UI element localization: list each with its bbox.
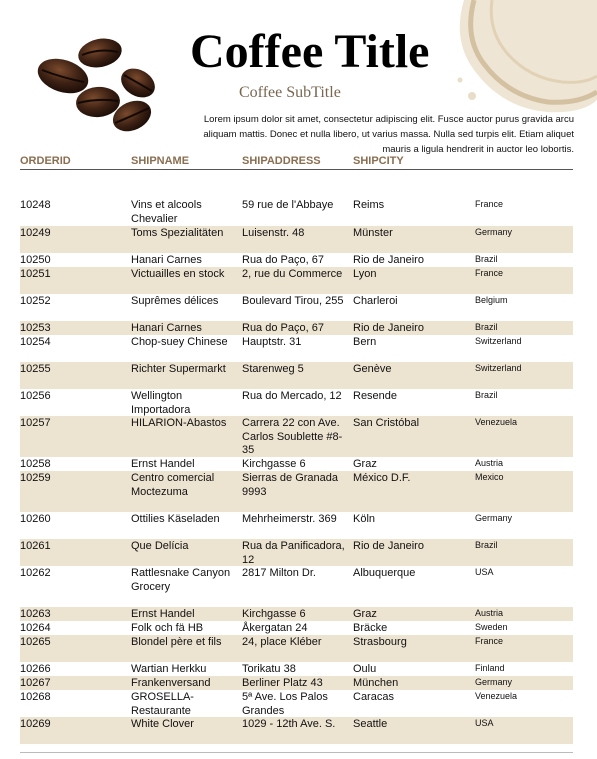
ship-address-cell: Sierras de Granada 9993 — [242, 472, 338, 498]
ship-city-cell: Oulu — [353, 663, 377, 675]
ship-city-cell: Bräcke — [353, 622, 388, 634]
order-id-cell: 10264 — [20, 622, 51, 634]
table-row — [20, 539, 573, 566]
order-id-cell: 10266 — [20, 663, 51, 675]
ship-address-cell: Torikatu 38 — [242, 663, 296, 675]
order-id-cell: 10269 — [20, 718, 51, 730]
table-row — [20, 362, 573, 389]
ship-address-cell: Hauptstr. 31 — [242, 336, 302, 348]
column-header-shipname: SHIPNAME — [131, 155, 190, 167]
ship-name-cell: Ernst Handel — [131, 608, 195, 620]
ship-name-cell: Centro comercial Moctezuma — [131, 472, 215, 498]
ship-country-cell: Brazil — [475, 540, 498, 550]
order-id-cell: 10255 — [20, 363, 51, 375]
table-row — [20, 416, 573, 457]
order-id-cell: 10249 — [20, 227, 51, 239]
table-row — [20, 717, 573, 744]
table-row — [20, 662, 573, 676]
ship-country-cell: Germany — [475, 513, 513, 523]
ship-name-cell: HILARION-Abastos — [131, 417, 227, 429]
table-row — [20, 294, 573, 321]
table-row — [20, 621, 573, 635]
table-row — [20, 607, 573, 621]
column-header-shipaddress: SHIPADDRESS — [242, 155, 321, 167]
ship-country-cell: Germany — [475, 227, 513, 237]
order-id-cell: 10250 — [20, 254, 51, 266]
description-text: Lorem ipsum dolor sit amet, consectetur adipiscing elit. Fusce auctor purus gravida arcu aliquam mattis. Donec et nulla libero, ut varius massa. Nulla sed turpis elit. Etiam aliquet mauris a ligula hendrerit in auctor leo lobortis. — [203, 114, 574, 155]
ship-address-cell: Luisenstr. 48 — [242, 227, 305, 239]
table-row — [20, 566, 573, 607]
order-id-cell: 10268 — [20, 691, 51, 703]
order-id-cell: 10252 — [20, 295, 51, 307]
ship-city-cell: Albuquerque — [353, 567, 416, 579]
ship-name-cell: Frankenversand — [131, 677, 211, 689]
ship-country-cell: France — [475, 199, 504, 209]
order-id-cell: 10262 — [20, 567, 51, 579]
table-row — [20, 457, 573, 471]
table-row — [20, 690, 573, 717]
ship-city-cell: Seattle — [353, 718, 388, 730]
ship-country-cell: Brazil — [475, 254, 498, 264]
ship-country-cell: Finland — [475, 663, 505, 673]
ship-country-cell: Austria — [475, 608, 504, 618]
order-id-cell: 10265 — [20, 636, 51, 648]
table-row — [20, 471, 573, 512]
ship-address-cell: Rua da Panificadora, 12 — [242, 540, 345, 566]
ship-country-cell: Belgium — [475, 295, 508, 305]
ship-country-cell: France — [475, 268, 504, 278]
orders-table — [20, 198, 573, 744]
ship-country-cell: Switzerland — [475, 336, 522, 346]
ship-city-cell: Bern — [353, 336, 377, 348]
ship-name-cell: Toms Spezialitäten — [131, 227, 224, 239]
column-header-shipcity: SHIPCITY — [353, 155, 404, 167]
ship-city-cell: Strasbourg — [353, 636, 407, 648]
ship-city-cell: Münster — [353, 227, 393, 239]
ship-address-cell: 1029 - 12th Ave. S. — [242, 718, 336, 730]
page-subtitle: Coffee SubTitle — [239, 84, 341, 101]
ship-name-cell: Wellington Importadora — [131, 390, 191, 416]
order-id-cell: 10257 — [20, 417, 51, 429]
ship-name-cell: Ottilies Käseladen — [131, 513, 220, 525]
ship-address-cell: Berliner Platz 43 — [242, 677, 323, 689]
order-id-cell: 10263 — [20, 608, 51, 620]
ship-address-cell: Åkergatan 24 — [242, 622, 308, 634]
ship-address-cell: Boulevard Tirou, 255 — [242, 295, 344, 307]
ship-city-cell: Resende — [353, 390, 398, 402]
ship-city-cell: México D.F. — [353, 472, 411, 484]
order-id-cell: 10253 — [20, 322, 51, 334]
ship-city-cell: München — [353, 677, 399, 689]
ship-country-cell: USA — [475, 567, 494, 577]
ship-city-cell: Genève — [353, 363, 392, 375]
ship-city-cell: Graz — [353, 458, 377, 470]
ship-city-cell: Köln — [353, 513, 376, 525]
ship-name-cell: Suprêmes délices — [131, 295, 219, 307]
order-id-cell: 10248 — [20, 199, 51, 211]
ship-address-cell: Starenweg 5 — [242, 363, 304, 375]
column-header-orderid: ORDERID — [20, 155, 71, 167]
coffee-beans-image — [28, 28, 168, 140]
ship-city-cell: Charleroi — [353, 295, 398, 307]
ship-country-cell: France — [475, 636, 504, 646]
table-row — [20, 226, 573, 253]
ship-city-cell: Rio de Janeiro — [353, 254, 424, 266]
ship-name-cell: Ernst Handel — [131, 458, 195, 470]
table-row — [20, 676, 573, 690]
ship-country-cell: Brazil — [475, 390, 498, 400]
ship-address-cell: 24, place Kléber — [242, 636, 322, 648]
ship-country-cell: Venezuela — [475, 417, 518, 427]
ship-address-cell: Rua do Paço, 67 — [242, 254, 324, 266]
ship-address-cell: Rua do Mercado, 12 — [242, 390, 342, 402]
ship-name-cell: Folk och fä HB — [131, 622, 204, 634]
table-row — [20, 198, 573, 226]
ship-country-cell: Sweden — [475, 622, 508, 632]
ship-country-cell: Germany — [475, 677, 513, 687]
ship-city-cell: Reims — [353, 199, 385, 211]
ship-address-cell: 2, rue du Commerce — [242, 268, 343, 280]
ship-address-cell: 5ª Ave. Los Palos Grandes — [242, 691, 328, 717]
page-title: Coffee Title — [190, 25, 430, 78]
table-row — [20, 321, 573, 335]
table-row — [20, 389, 573, 416]
ship-address-cell: Mehrheimerstr. 369 — [242, 513, 337, 525]
ship-country-cell: Switzerland — [475, 363, 522, 373]
order-id-cell: 10254 — [20, 336, 51, 348]
ship-city-cell: Caracas — [353, 691, 394, 703]
table-row — [20, 253, 573, 267]
table-row — [20, 635, 573, 662]
table-row — [20, 335, 573, 362]
ship-address-cell: Kirchgasse 6 — [242, 458, 306, 470]
table-header — [20, 155, 573, 170]
ship-name-cell: Richter Supermarkt — [131, 363, 226, 375]
ship-address-cell: 2817 Milton Dr. — [242, 567, 316, 579]
ship-address-cell: Rua do Paço, 67 — [242, 322, 324, 334]
ship-city-cell: Lyon — [353, 268, 377, 280]
ship-name-cell: Blondel père et fils — [131, 636, 222, 648]
ship-city-cell: Rio de Janeiro — [353, 322, 424, 334]
ship-address-cell: Carrera 22 con Ave. Carlos Soublette #8-35 — [242, 417, 343, 457]
ship-name-cell: Vins et alcools Chevalier — [131, 199, 202, 225]
ship-name-cell: White Clover — [131, 718, 194, 730]
ship-address-cell: 59 rue de l'Abbaye — [242, 199, 334, 211]
bottom-divider — [20, 752, 573, 753]
ship-country-cell: USA — [475, 718, 494, 728]
coffee-stain-image — [452, 0, 597, 118]
order-id-cell: 10267 — [20, 677, 51, 689]
ship-address-cell: Kirchgasse 6 — [242, 608, 306, 620]
ship-name-cell: Chop-suey Chinese — [131, 336, 228, 348]
order-id-cell: 10259 — [20, 472, 51, 484]
order-id-cell: 10260 — [20, 513, 51, 525]
ship-country-cell: Brazil — [475, 322, 498, 332]
ship-city-cell: San Cristóbal — [353, 417, 420, 429]
ship-name-cell: Wartian Herkku — [131, 663, 207, 675]
order-id-cell: 10258 — [20, 458, 51, 470]
ship-country-cell: Mexico — [475, 472, 504, 482]
ship-country-cell: Austria — [475, 458, 504, 468]
table-row — [20, 512, 573, 539]
ship-city-cell: Graz — [353, 608, 377, 620]
ship-name-cell: Hanari Carnes — [131, 254, 202, 266]
ship-name-cell: Que Delícia — [131, 540, 189, 552]
ship-name-cell: Rattlesnake Canyon Grocery — [131, 567, 231, 593]
ship-country-cell: Venezuela — [475, 691, 518, 701]
order-id-cell: 10251 — [20, 268, 51, 280]
ship-name-cell: Hanari Carnes — [131, 322, 202, 334]
order-id-cell: 10256 — [20, 390, 51, 402]
ship-name-cell: Victuailles en stock — [131, 268, 225, 280]
ship-city-cell: Rio de Janeiro — [353, 540, 424, 552]
table-row — [20, 267, 573, 294]
order-id-cell: 10261 — [20, 540, 51, 552]
ship-name-cell: GROSELLA-Restaurante — [131, 691, 194, 717]
